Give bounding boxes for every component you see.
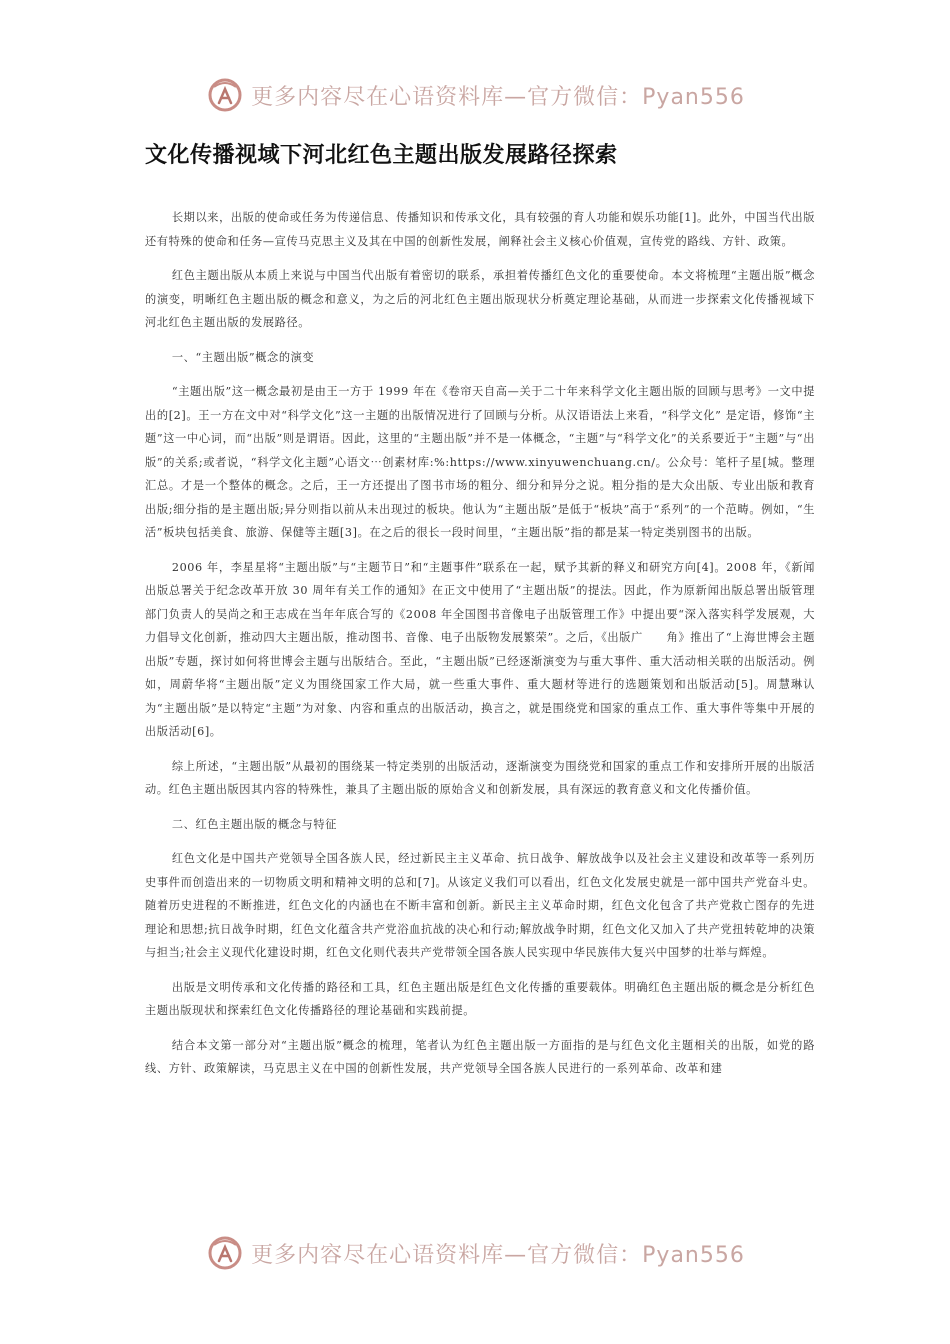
body-paragraph: 出版是文明传承和文化传播的路径和工具，红色主题出版是红色文化传播的重要载体。明确红色主题出版的概念是分析红色主题出版现状和探索红色文化传播路径的理论基础和实践前提。 xyxy=(145,980,815,1017)
body-paragraph: “主题出版”这一概念最初是由王一方于 1999 年在《卷帘天自高—关于二十年来科学文化主题出版的回顾与思考》一文中提出的[2]。王一方在文中对“科学文化”这一主题的出版情况进行了回顾与分析。从汉语语法上来看，“科学文化” 是定语，修饰“主题”这一中心词，而“出版”则是谓语。因此，这里的“主题出版”并不是一体概念，“主题”与“科学文化”的关系要近于“主题”与“出版”的关系;或者说，“科学文化主题”心语文⋯创素材库:%:https://www.xinyuwenchuang.cn/。公众号：笔杆子星[城。整理汇总。才是一个整体的概念。之后，王一方还提出了图书市场的粗分、细分和异分之说。粗分指的是大众出版、专业出版和教育出版;细分指的是主题出版;异分则指以前从未出现过的板块。他认为“主题出版”是低于“板块”高于“系列”的一个范畴。例如，“生活”板块包括美食、旅游、保健等主题[3]。在之后的很长一段时间里，“主题出版”指的都是某一特定类别图书的出版。 xyxy=(145,385,815,539)
watermark-logo-icon xyxy=(205,1233,245,1273)
body-paragraph: 2006 年，李星星将“主题出版”与“主题节日”和“主题事件”联系在一起，赋予其新的释义和研究方向[4]。2008 年，《新闻出版总署关于纪念改革开放 30 周年有关工作的通知》在正文中使用了“主题出版”的提法。因此，作为原新闻出版总署出版管理部门负责人的吴尚之和王志成在当年年底合写的《2008 年全国图书音像电子出版管理工作》中提出要“深入落实科学发展观，大力倡导文化创新，推动四大主题出版，推动图书、音像、电子出版物发展繁荣”。之后，《出版广 角》推出了“上海世博会主题出版”专题，探讨如何将世博会主题与出版结合。至此，“主题出版”已经逐渐演变为与重大事件、重大活动相关联的出版活动。例如，周蔚华将“主题出版”定义为围绕国家工作大局，就一些重大事件、重大题材等进行的选题策划和出版活动[5]。周慧琳认为“主题出版”是以特定“主题”为对象、内容和重点的出版活动，换言之，就是围绕党和国家的重点工作、重大事件等集中开展的出版活动[6]。 xyxy=(145,560,815,738)
watermark-logo-icon xyxy=(205,75,245,115)
body-paragraph: 综上所述，“主题出版”从最初的围绕某一特定类别的出版活动，逐渐演变为围绕党和国家的重点工作和安排所开展的出版活动。红色主题出版因其内容的特殊性，兼具了主题出版的原始含义和创新发展，具有深远的教育意义和文化传播价值。 xyxy=(145,759,815,796)
article-body xyxy=(145,206,815,1092)
watermark-footer xyxy=(0,1228,950,1278)
watermark-text: 更多内容尽在心语资料库—官方微信：Pyan556 xyxy=(251,1242,745,1268)
section-heading: 一、“主题出版”概念的演变 xyxy=(171,350,315,364)
watermark-header xyxy=(0,70,950,120)
article-title: 文化传播视域下河北红色主题出版发展路径探索 xyxy=(145,143,618,168)
body-paragraph: 红色文化是中国共产党领导全国各族人民，经过新民主主义革命、抗日战争、解放战争以及社会主义建设和改革等一系列历史事件而创造出来的一切物质文明和精神文明的总和[7]。从该定义我们可以看出，红色文化发展史就是一部中国共产党奋斗史。随着历史进程的不断推进，红色文化的内涵也在不断丰富和创新。新民主主义革命时期，红色文化包含了共产党救亡图存的先进理论和思想;抗日战争时期，红色文化蕴含共产党浴血抗战的决心和行动;解放战争时期，红色文化又加入了共产党扭转乾坤的决策与担当;社会主义现代化建设时期，红色文化则代表共产党带领全国各族人民实现中华民族伟大复兴中国梦的壮举与辉煌。 xyxy=(145,852,815,959)
body-paragraph: 长期以来，出版的使命或任务为传递信息、传播知识和传承文化，具有较强的育人功能和娱乐功能[1]。此外，中国当代出版还有特殊的使命和任务—宣传马克思主义及其在中国的创新性发展，阐释社会主义核心价值观，宣传党的路线、方针、政策。 xyxy=(145,211,815,248)
watermark-text: 更多内容尽在心语资料库—官方微信：Pyan556 xyxy=(251,84,745,110)
body-paragraph: 红色主题出版从本质上来说与中国当代出版有着密切的联系，承担着传播红色文化的重要使命。本文将梳理“主题出版”概念的演变，明晰红色主题出版的概念和意义，为之后的河北红色主题出版现状分析奠定理论基础，从而进一步探索文化传播视域下河北红色主题出版的发展路径。 xyxy=(145,269,815,329)
body-paragraph: 结合本文第一部分对“主题出版”概念的梳理，笔者认为红色主题出版一方面指的是与红色文化主题相关的出版，如党的路线、方针、政策解读，马克思主义在中国的创新性发展，共产党领导全国各族人民进行的一系列革命、改革和建 xyxy=(145,1038,815,1075)
section-heading: 二、红色主题出版的概念与特征 xyxy=(171,817,337,831)
